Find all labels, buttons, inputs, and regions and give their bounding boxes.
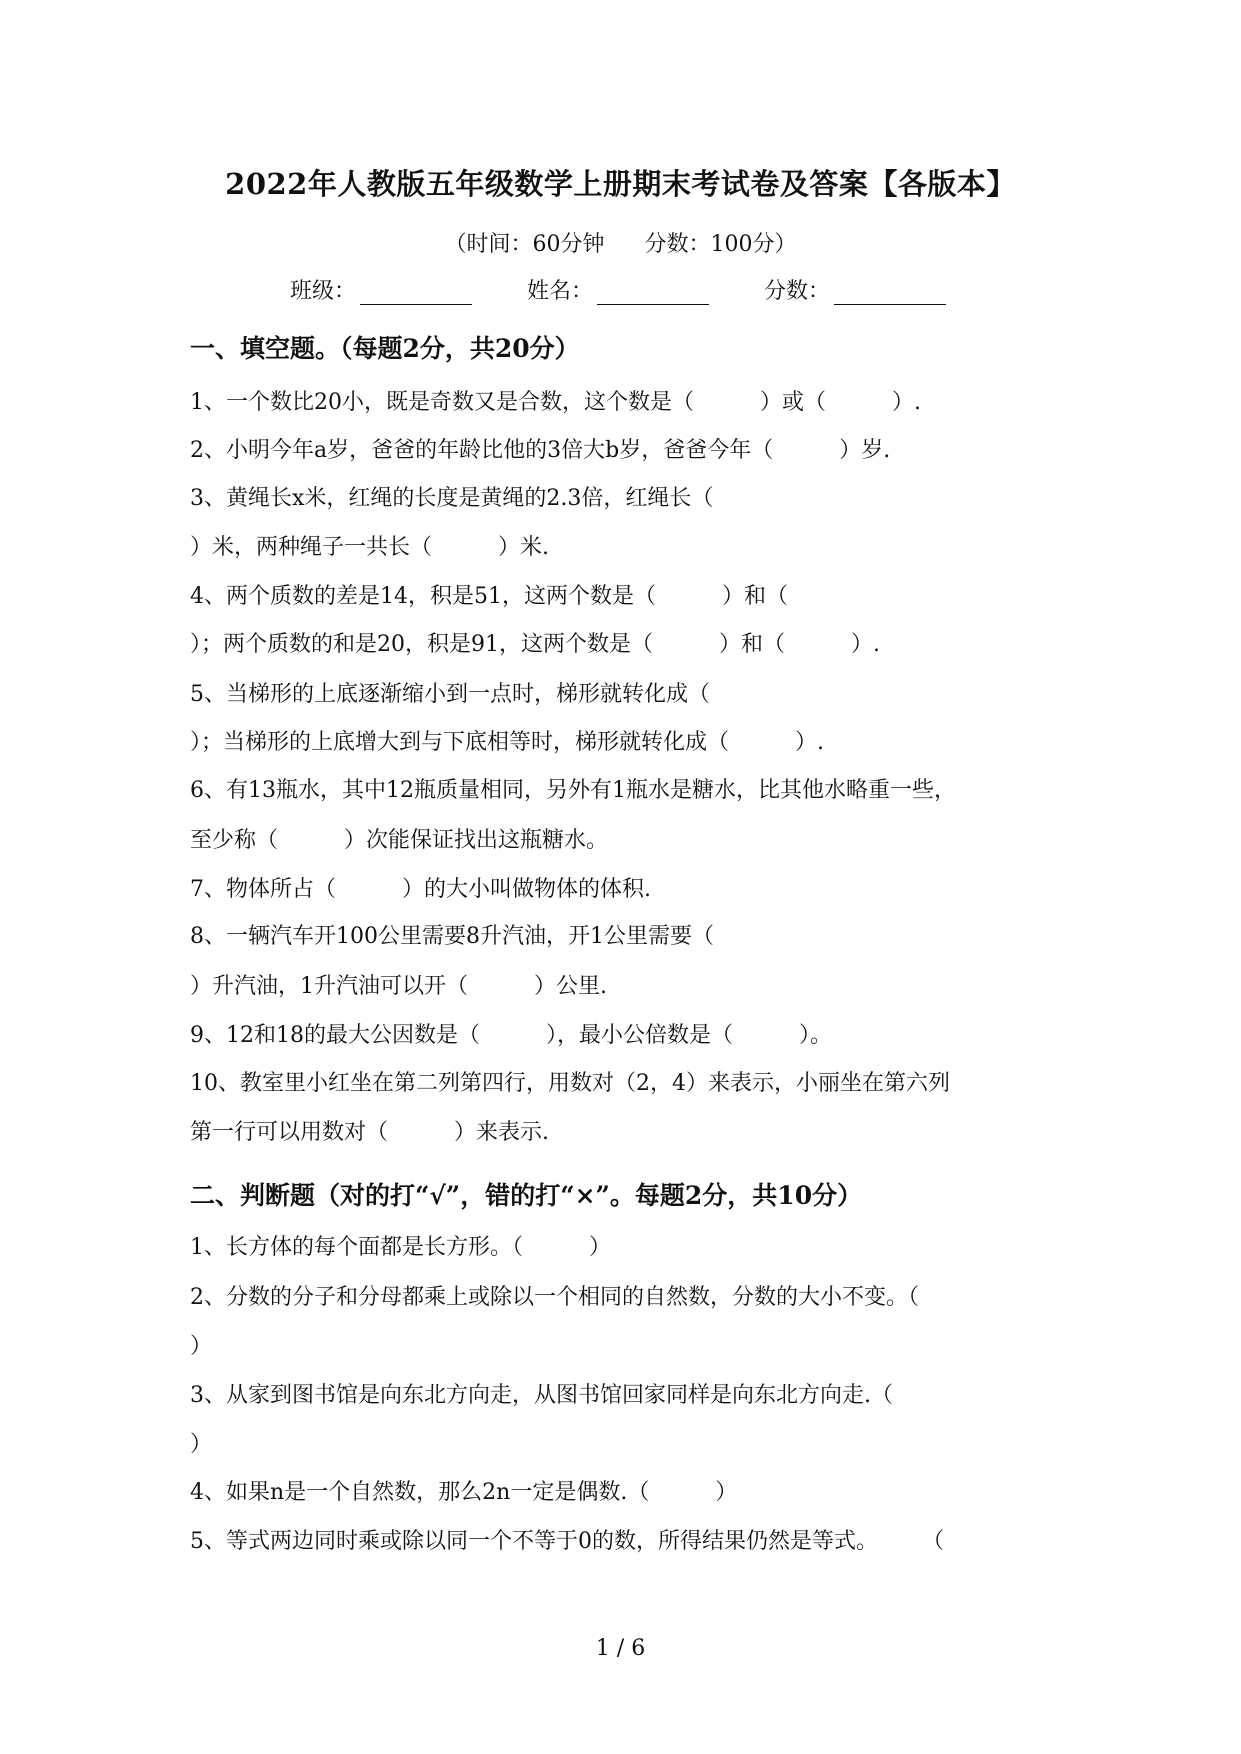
- question-line: ）；两个质数的和是20，积是91，这两个数是（ ）和（ ）.: [190, 632, 880, 657]
- question-line: 3、从家到图书馆是向东北方向走，从图书馆回家同样是向东北方向走.（: [190, 1383, 893, 1408]
- section-heading-true-false: 二、判断题（对的打“√”，错的打“×”。每题2分，共10分）: [190, 1181, 863, 1210]
- question-line: 5、当梯形的上底逐渐缩小到一点时，梯形就转化成（: [190, 682, 710, 707]
- question-line: 8、一辆汽车开100公里需要8升汽油，开1公里需要（: [190, 924, 714, 949]
- question-line: 6、有13瓶水，其中12瓶质量相同，另外有1瓶水是糖水，比其他水略重一些，: [190, 778, 956, 803]
- question-line: ）；当梯形的上底增大到与下底相等时，梯形就转化成（ ）.: [190, 730, 824, 755]
- class-blank[interactable]: [360, 278, 472, 305]
- question-line: 第一行可以用数对（ ）来表示.: [190, 1120, 549, 1145]
- question-line: ）升汽油，1升汽油可以开（ ）公里.: [190, 974, 607, 999]
- section-heading-fill-in: 一、填空题。（每题2分，共20分）: [190, 334, 580, 363]
- question-line: ）: [190, 1334, 213, 1359]
- name-field: [527, 274, 709, 305]
- question-line: 至少称（ ）次能保证找出这瓶糖水。: [190, 828, 609, 853]
- exam-meta: [0, 227, 1241, 258]
- name-label: 姓名：: [527, 279, 594, 304]
- question-line: ）米，两种绳子一共长（ ）米.: [190, 535, 549, 560]
- question-line: 5、等式两边同时乘或除以同一个不等于0的数，所得结果仍然是等式。 （: [190, 1529, 944, 1554]
- class-field: [290, 274, 472, 305]
- question-line: 4、如果n是一个自然数，那么2n一定是偶数.（ ）: [190, 1480, 738, 1505]
- name-blank[interactable]: [597, 278, 709, 305]
- question-line: 2、分数的分子和分母都乘上或除以一个相同的自然数，分数的大小不变。（: [190, 1285, 919, 1310]
- exam-time: （时间：60分钟: [444, 232, 605, 257]
- question-line: 7、物体所占（ ）的大小叫做物体的体积.: [190, 877, 651, 902]
- question-line: 3、黄绳长x米，红绳的长度是黄绳的2.3倍，红绳长（: [190, 486, 714, 511]
- question-line: 1、一个数比20小，既是奇数又是合数，这个数是（ ）或（ ）.: [190, 390, 921, 415]
- exam-total-score: 分数：100分）: [644, 232, 797, 257]
- question-line: 1、长方体的每个面都是长方形。（ ）: [190, 1235, 611, 1260]
- page-number: 1 / 6: [595, 1636, 646, 1661]
- score-label: 分数：: [764, 279, 831, 304]
- question-line: 2、小明今年a岁，爸爸的年龄比他的3倍大b岁，爸爸今年（ ）岁.: [190, 438, 891, 463]
- question-line: 10、教室里小红坐在第二列第四行，用数对（2，4）来表示，小丽坐在第六列: [190, 1071, 950, 1096]
- score-field: [764, 274, 946, 305]
- question-line: ）: [190, 1432, 213, 1457]
- question-line: 9、12和18的最大公因数是（ ），最小公倍数是（ ）。: [190, 1023, 832, 1048]
- page-title: 2022年人教版五年级数学上册期末考试卷及答案【各版本】: [225, 167, 1016, 201]
- question-line: 4、两个质数的差是14，积是51，这两个数是（ ）和（: [190, 584, 788, 609]
- class-label: 班级：: [290, 279, 357, 304]
- score-blank[interactable]: [834, 278, 946, 305]
